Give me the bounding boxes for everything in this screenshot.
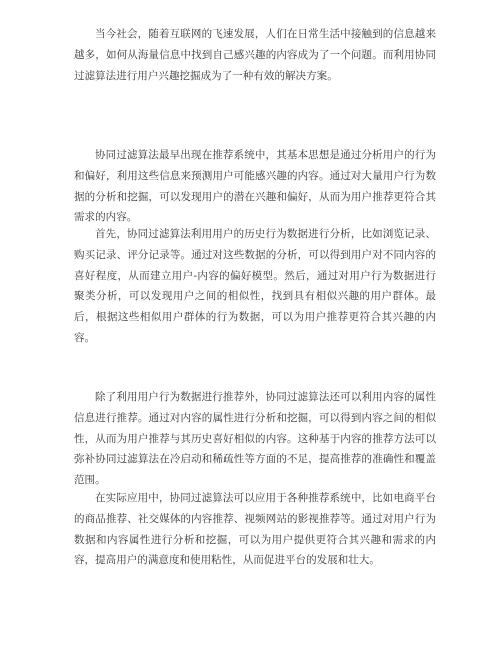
paragraph-intro: 当今社会，随着互联网的飞速发展，人们在日常生活中接触到的信息越来越多，如何从海量信息中找到自己感兴趣的内容成为了一个问题。而利用协同过滤算法进行用户兴趣挖掘成为了一种有效的解决方案。 <box>74 28 436 82</box>
paragraph-content-based-recommendation: 除了利用用户行为数据进行推荐外，协同过滤算法还可以利用内容的属性信息进行推荐。通过对内容的属性进行分析和挖掘，可以得到内容之间的相似性，从而为用户推荐与其历史喜好相似的内容。这种基于内容的推荐方法可以弥补协同过滤算法在冷启动和稀疏性等方面的不足，提高推荐的准确性和覆盖范围。 <box>74 391 436 487</box>
paragraph-collaborative-filtering-origin: 协同过滤算法最早出现在推荐系统中，其基本思想是通过分析用户的行为和偏好，利用这些信息来预测用户可能感兴趣的内容。通过对大量用户行为数据的分析和挖掘，可以发现用户的潜在兴趣和偏好，从而为用户推荐更符合其需求的内容。 <box>74 149 436 224</box>
paragraph-user-behavior-analysis: 首先，协同过滤算法利用用户的历史行为数据进行分析，比如浏览记录、购买记录、评分记录等。通过对这些数据的分析，可以得到用户对不同内容的喜好程度，从而建立用户-内容的偏好模型。然后，通过对用户行为数据进行聚类分析，可以发现用户之间的相似性，找到具有相似兴趣的用户群体。最后，根据这些相似用户群体的行为数据，可以为用户推荐更符合其兴趣的内容。 <box>74 228 436 344</box>
paragraph-practical-applications: 在实际应用中，协同过滤算法可以应用于各种推荐系统中，比如电商平台的商品推荐、社交媒体的内容推荐、视频网站的影视推荐等。通过对用户行为数据和内容属性进行分析和挖掘，可以为用户提供更符合其兴趣和需求的内容，提高用户的满意度和使用粘性，从而促进平台的发展和壮大。 <box>74 492 436 567</box>
